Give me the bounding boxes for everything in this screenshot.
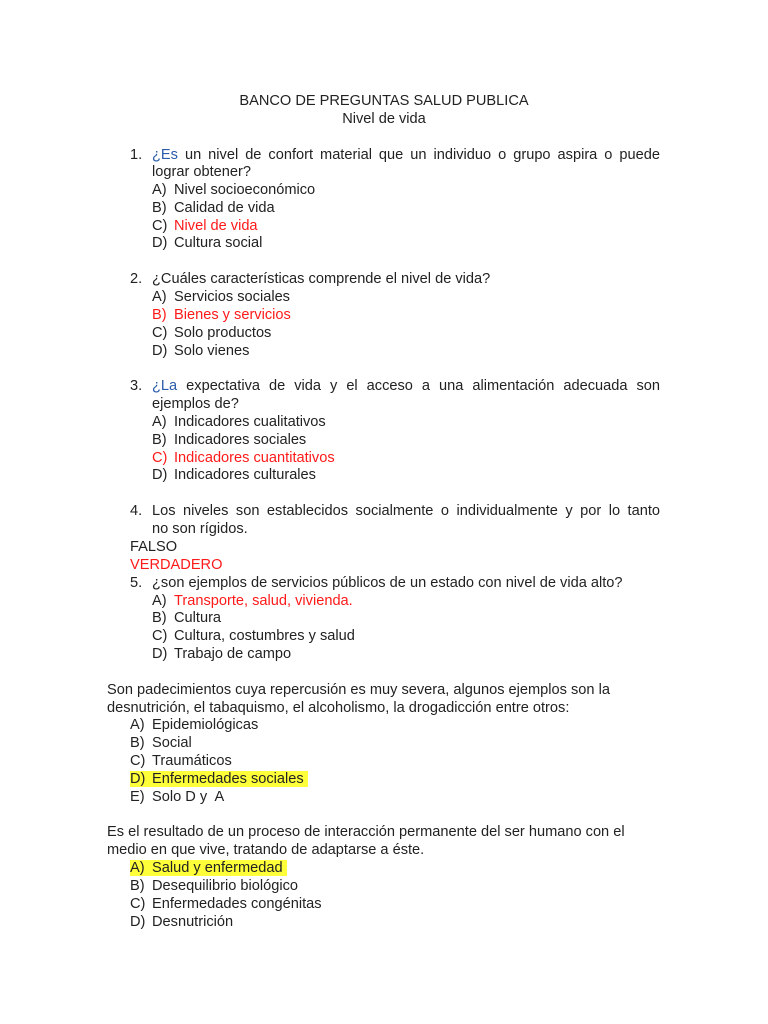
question-2-option-d: D) Solo vienes — [152, 343, 250, 359]
question-6-line-1: Son padecimientos cuya repercusión es muy severa, algunos ejemplos son la — [107, 682, 610, 698]
question-3-line-2: ejemplos de? — [152, 396, 239, 412]
question-3-option-a: A) Indicadores cualitativos — [152, 414, 326, 430]
question-1-option-c: C) Nivel de vida — [152, 218, 258, 234]
question-4-number: 4. — [130, 503, 143, 519]
question-5-text: ¿son ejemplos de servicios públicos de un estado con nivel de vida alto? — [152, 575, 623, 591]
question-7-line-2: medio en que vive, tratando de adaptarse a éste. — [107, 842, 425, 858]
question-1-option-d: D) Cultura social — [152, 235, 263, 251]
question-7-line-1: Es el resultado de un proceso de interacción permanente del ser humano con el — [107, 824, 625, 840]
question-3-line-1 — [152, 377, 660, 395]
question-3-option-c: C) Indicadores cuantitativos — [152, 450, 335, 466]
question-1-number: 1. — [130, 147, 143, 163]
question-6-option-c: C) Traumáticos — [130, 753, 232, 769]
question-6-option-a: A) Epidemiológicas — [130, 717, 259, 733]
question-4-option-verdadero: VERDADERO — [130, 557, 223, 573]
question-2-text: ¿Cuáles características comprende el nivel de vida? — [152, 271, 491, 287]
question-1-line-2: lograr obtener? — [152, 164, 251, 180]
question-3-rest: expectativa de vida y el acceso a una alimentación adecuada son — [177, 378, 660, 394]
highlighted-answer: A) Salud y enfermedad — [130, 860, 287, 876]
question-4-line-2: no son rígidos. — [152, 521, 248, 537]
question-2-option-b: B) Bienes y servicios — [152, 307, 291, 323]
correct-answer: Transporte, salud, vivienda. — [174, 593, 353, 609]
question-1-rest: un nivel de confort material que un individuo o grupo aspira o puede — [177, 147, 660, 163]
question-2-option-a: A) Servicios sociales — [152, 289, 290, 305]
correct-answer: Indicadores cuantitativos — [174, 450, 335, 466]
question-5-option-a: A) Transporte, salud, vivienda. — [152, 593, 353, 609]
question-1-option-a: A) Nivel socioeconómico — [152, 182, 316, 198]
question-4-option-falso: FALSO — [130, 539, 178, 555]
question-3-option-d: D) Indicadores culturales — [152, 467, 316, 483]
question-1-option-b: B) Calidad de vida — [152, 200, 275, 216]
question-3-lead: ¿La — [152, 378, 178, 394]
question-5-option-c: C) Cultura, costumbres y salud — [152, 628, 355, 644]
correct-answer: Bienes y servicios — [174, 307, 291, 323]
question-2-number: 2. — [130, 271, 143, 287]
question-1-line-1 — [152, 146, 660, 164]
question-7-option-a — [130, 859, 287, 877]
correct-answer: Nivel de vida — [174, 218, 258, 234]
question-6-line-2: desnutrición, el tabaquismo, el alcoholismo, la drogadicción entre otros: — [107, 700, 570, 716]
question-6-option-b: B) Social — [130, 735, 192, 751]
document-subtitle: Nivel de vida — [342, 111, 426, 127]
question-2-option-c: C) Solo productos — [152, 325, 272, 341]
question-5-number: 5. — [130, 575, 143, 591]
question-6-option-d — [130, 770, 308, 788]
question-7-option-d: D) Desnutrición — [130, 914, 234, 930]
question-7-option-b: B) Desequilibrio biológico — [130, 878, 299, 894]
question-3-number: 3. — [130, 378, 143, 394]
question-6-option-e: E) Solo D y A — [130, 789, 225, 805]
question-5-option-d: D) Trabajo de campo — [152, 646, 292, 662]
question-3-option-b: B) Indicadores sociales — [152, 432, 307, 448]
question-5-option-b: B) Cultura — [152, 610, 222, 626]
document-title: BANCO DE PREGUNTAS SALUD PUBLICA — [239, 93, 529, 109]
question-7-option-c: C) Enfermedades congénitas — [130, 896, 322, 912]
question-4-line-1: Los niveles son establecidos socialmente o individualmente y por lo tanto — [152, 503, 660, 519]
highlighted-answer: D) Enfermedades sociales — [130, 771, 308, 787]
question-1-lead: ¿Es — [152, 147, 178, 163]
